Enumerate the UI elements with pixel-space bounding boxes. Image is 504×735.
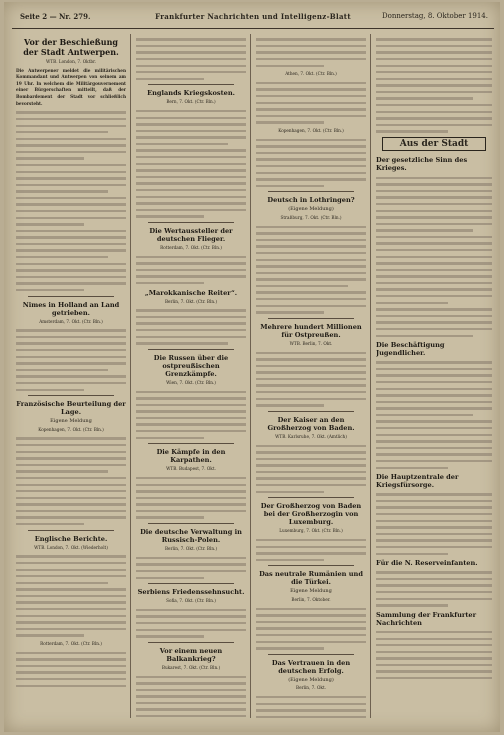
headline-lorraine: Deutsch in Lothringen? [267, 196, 355, 205]
article-text [256, 608, 366, 650]
dateline: Sofia, 7. Okt. (Ctr. Bln.) [166, 598, 216, 604]
article-divider [28, 395, 114, 396]
article-text [136, 110, 246, 218]
article-divider [148, 222, 234, 223]
article-divider [28, 530, 114, 531]
dateline: WTB. Karlsruhe, 7. Okt. (Amtlich) [275, 433, 347, 439]
headline-confidence: Das Vertrauen in den deutschen Erfolg. [271, 658, 351, 675]
newspaper-title: Frankfurter Nachrichten und Intelligenz-Blatt [155, 12, 351, 21]
dateline: Kopenhagen, 7. Okt. (Ctr. Bln.) [38, 426, 104, 432]
headline-romania-turkey: Das neutrale Rumänien und die Türkei. [259, 570, 363, 587]
dateline: WTB. London, 7. Oktbr. [46, 59, 96, 64]
article-text [136, 391, 246, 439]
article-text [376, 177, 492, 337]
headline-grand-duke-luxembourg: Der Großherzog von Baden bei der Großherzogin von Luxemburg. [260, 502, 362, 527]
newspaper-page [4, 2, 500, 732]
article-text [256, 38, 366, 67]
article-divider [268, 565, 354, 566]
column-2 [136, 34, 246, 722]
article-divider [268, 654, 354, 655]
article-text [136, 256, 246, 285]
article-text [16, 111, 126, 291]
subheadline: (Eigene Meldung) [288, 676, 334, 683]
issue-date: Donnerstag, 8. Oktober 1914. [382, 12, 488, 20]
headline-balkan-war: Vor einem neuen Balkankrieg? [159, 646, 223, 663]
article-text [376, 571, 492, 606]
article-divider [148, 583, 234, 584]
dateline: Straßburg, 7. Okt. (Ctr. Bln.) [280, 214, 342, 220]
article-text [256, 539, 366, 561]
headline-serbia-peace: Serbiens Friedenssehnsucht. [137, 588, 245, 597]
page-number: Seite 2 — Nr. 279. [20, 12, 91, 21]
dateline: WTB. Berlin, 7. Okt. [289, 340, 333, 346]
subheadline: Eigene Meldung [50, 418, 92, 425]
headline-reserve-infantry: Für die N. Reserveinfanten. [376, 559, 478, 568]
dateline: Berlin, 7. Okt. [296, 685, 326, 691]
masthead [12, 8, 494, 29]
article-text [136, 309, 246, 344]
article-text [16, 437, 126, 525]
column-rule [370, 34, 371, 718]
headline-antwerp: Vor der Beschießung der Stadt Antwerpen. [23, 37, 119, 57]
column-rule [250, 34, 251, 718]
article-text [136, 38, 246, 80]
article-text [136, 477, 246, 519]
article-text [376, 493, 492, 555]
dateline: Kopenhagen, 7. Okt. (Ctr. Bln.) [278, 127, 344, 133]
headline-english-reports: Englische Berichte. [34, 534, 108, 543]
article-text [256, 696, 366, 722]
headline-holland: Nimes in Holland an Land getrieben. [22, 300, 120, 317]
subheadline: (Eigene Meldung) [288, 206, 334, 213]
headline-war-relief-center: Die Hauptzentrale der Kriegsfürsorge. [376, 473, 459, 490]
dateline: Rotterdam, 7. Okt. (Ctr. Bln.) [160, 244, 222, 250]
dateline: Wien, 7. Okt. (Ctr. Bln.) [166, 379, 216, 385]
headline-russians-east-prussia: Die Russen über die ostpreußischen Grenzkämpfe. [153, 353, 229, 378]
dateline: Athen, 7. Okt. (Ctr. Bln.) [285, 71, 337, 77]
headline-collection: Sammlung der Frankfurter Nachrichten [376, 610, 477, 627]
dateline: Bukarest, 7. Okt. (Ctr. Bln.) [161, 664, 221, 670]
headline-meaning-of-war: Der gesetzliche Sinn des Krieges. [376, 156, 468, 173]
article-divider [148, 84, 234, 85]
headline-carpathians: Die Kämpfe in den Karpathen. [156, 448, 226, 465]
headline-french-assessment: Französische Beurteilung der Lage. [16, 400, 126, 417]
article-text [256, 352, 366, 407]
article-text [16, 555, 126, 636]
dateline: Amsterdam, 7. Okt. (Ctr. Bln.) [39, 318, 103, 324]
article-text [136, 609, 246, 638]
article-text [16, 652, 126, 687]
column-1 [16, 34, 126, 722]
article-divider [28, 296, 114, 297]
dateline: WTB. London, 7. Okt. (Wiederholt) [34, 544, 108, 550]
article-text [256, 82, 366, 124]
article-divider [268, 497, 354, 498]
dateline: Luxemburg, 7. Okt. (Ctr. Bln.) [279, 528, 343, 534]
column-3 [256, 34, 366, 722]
article-divider [268, 318, 354, 319]
subheadline: Eigene Meldung [290, 588, 332, 595]
article-text [256, 445, 366, 493]
article-text [136, 557, 246, 579]
column-4 [376, 34, 492, 722]
headline-aviators: Die Wertaussteller der deutschen Flieger. [149, 226, 233, 243]
article-text [376, 631, 492, 679]
headline-war-costs: Englands Kriegskosten. [147, 89, 235, 98]
dateline: Berlin, 7. Oktober. [291, 596, 331, 602]
column-rule [130, 34, 131, 718]
article-text [256, 226, 366, 314]
dateline: Rotterdam, 7. Okt. (Ctr. Bln.) [40, 640, 102, 646]
headline-youth-employment: Die Beschäftigung Jugendlicher. [376, 341, 445, 358]
article-divider [148, 523, 234, 524]
article-text [376, 38, 492, 132]
article-divider [268, 191, 354, 192]
headline-administration-poland: Die deutsche Verwaltung in Russisch-Polen. [140, 528, 242, 544]
article-text [376, 361, 492, 469]
article-divider [148, 443, 234, 444]
article-divider [148, 349, 234, 350]
dateline: Bern, 7. Okt. (Ctr. Bln.) [166, 99, 216, 105]
article-text [16, 329, 126, 391]
section-header-city: Aus der Stadt [382, 137, 486, 152]
article-divider [268, 411, 354, 412]
headline-millions-east-prussia: Mehrere hundert Millionen für Ostpreußen. [260, 322, 362, 339]
headline-kaiser-baden: Der Kaiser an den Großherzog von Baden. [267, 415, 355, 432]
dateline: Berlin, 7. Okt. (Ctr. Bln.) [164, 546, 218, 551]
article-text [136, 676, 246, 722]
headline-moroccan-riders: „Marokkanische Reiter“. [144, 288, 238, 297]
article-lead: Die Antwerpener meldet die militärischen Kommandant und Antwerpen von seinem am 19 Uhr. In welchem die Militärgouvernement einer Bürgerschaften mitteilt, daß der Bombardement der Stadt vor schließlich bevorsteht. [16, 67, 126, 106]
article-divider [148, 642, 234, 643]
dateline: Berlin, 7. Okt. (Ctr. Bln.) [164, 298, 218, 304]
dateline: WTB. Budapest, 7. Okt. [166, 466, 216, 472]
article-text [256, 139, 366, 187]
